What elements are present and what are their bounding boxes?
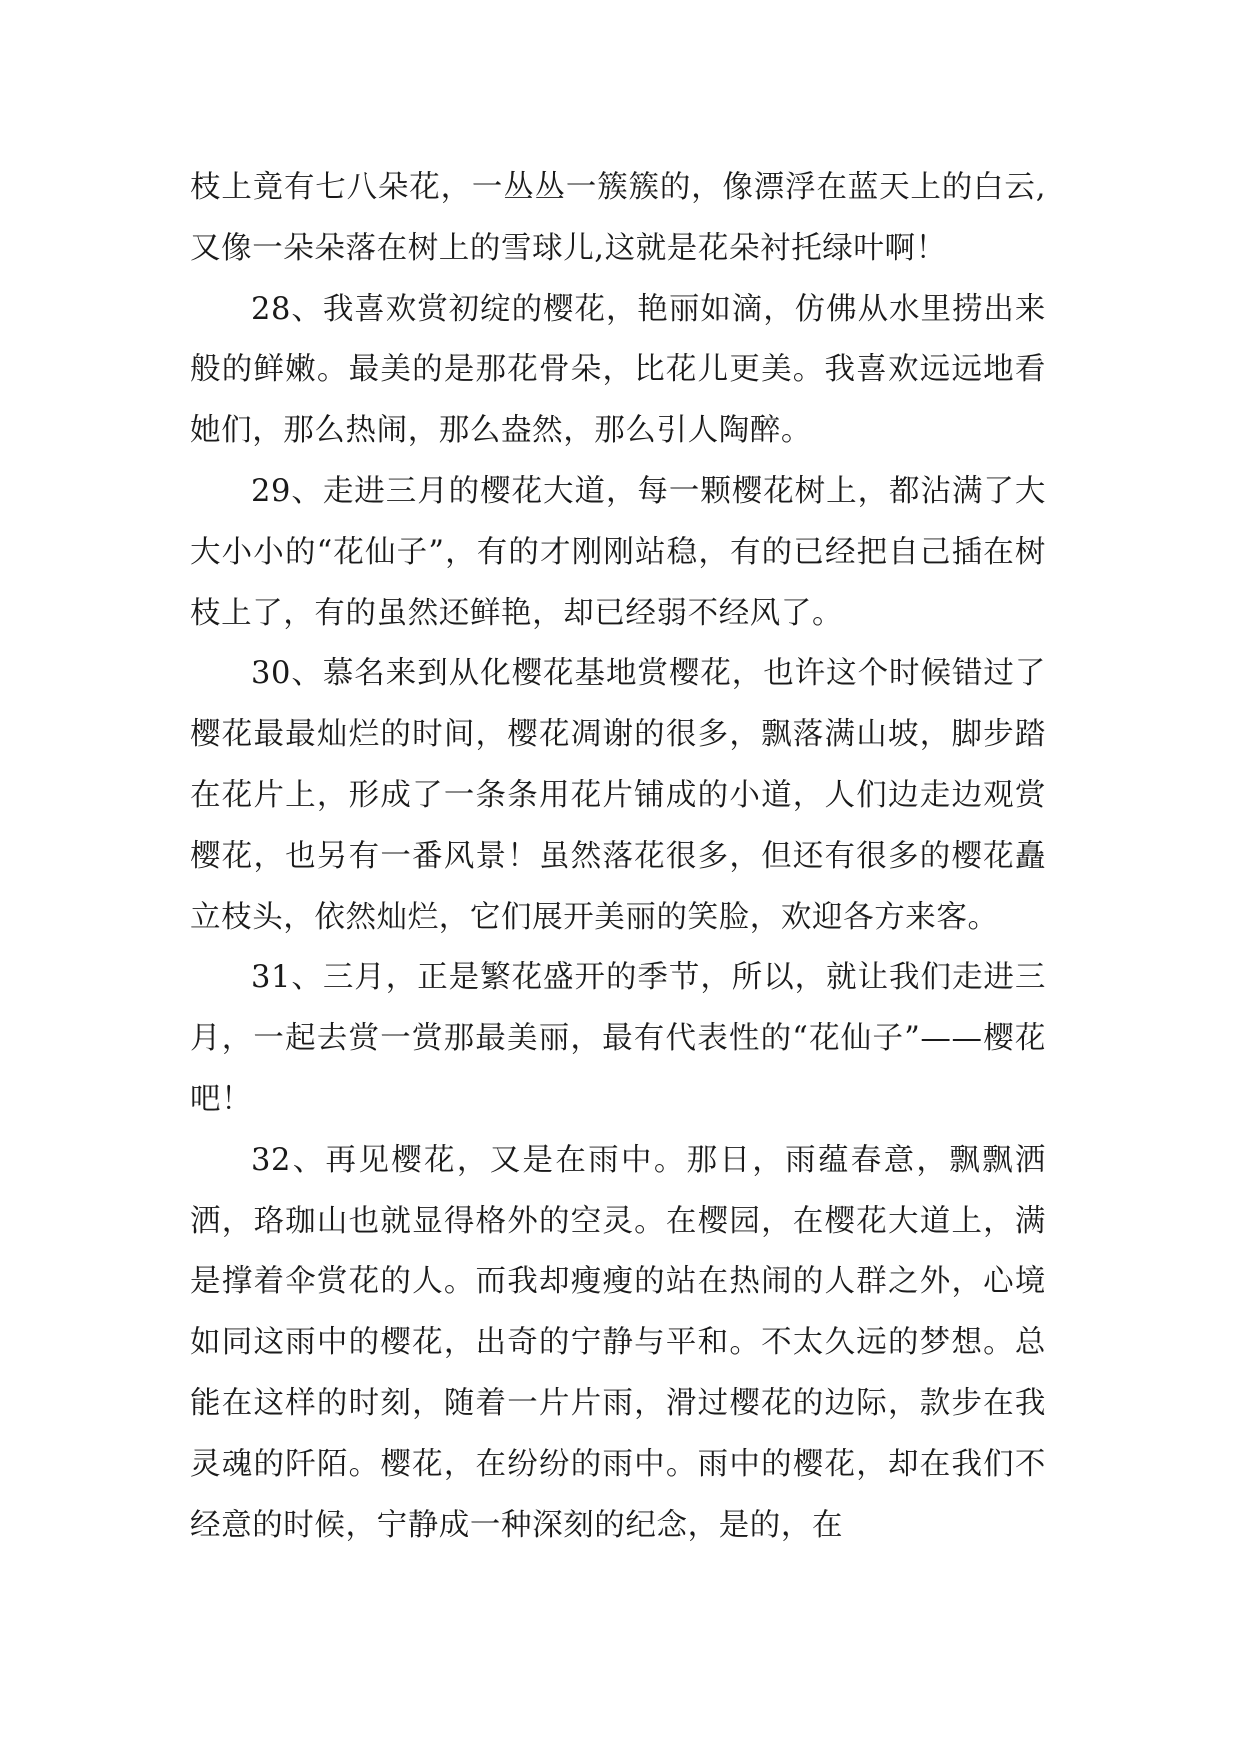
paragraph-32: 32、再见樱花，又是在雨中。那日，雨蕴春意，飘飘洒洒，珞珈山也就显得格外的空灵。在樱园，在樱花大道上，满是撑着伞赏花的人。而我却瘦瘦的站在热闹的人群之外，心境如同这雨中的樱花，出奇的宁静与平和。不太久远的梦想。总能在这样的时刻，随着一片片雨，滑过樱花的边际，款步在我灵魂的阡陌。樱花，在纷纷的雨中。雨中的樱花，却在我们不经意的时候，宁静成一种深刻的纪念，是的，在: [190, 1142, 1046, 1543]
paragraph-30: 30、慕名来到从化樱花基地赏樱花，也许这个时候错过了樱花最最灿烂的时间，樱花凋谢的很多，飘落满山坡，脚步踏在花片上，形成了一条条用花片铺成的小道，人们边走边观赏樱花，也另有一番风景！虽然落花很多，但还有很多的樱花矗立枝头，依然灿烂，它们展开美丽的笑脸，欢迎各方来客。: [190, 656, 1046, 935]
paragraph-31: 31、三月，正是繁花盛开的季节，所以，就让我们走进三月，一起去赏一赏那最美丽，最有代表性的“花仙子”——樱花吧！: [190, 960, 1046, 1117]
paragraph-29: 29、走进三月的樱花大道，每一颗樱花树上，都沾满了大大小小的“花仙子”，有的才刚刚站稳，有的已经把自己插在树枝上了，有的虽然还鲜艳，却已经弱不经风了。: [190, 473, 1046, 631]
document-body: [190, 158, 1046, 1556]
paragraph-28: 28、我喜欢赏初绽的樱花，艳丽如滴，仿佛从水里捞出来般的鲜嫩。最美的是那花骨朵，比花儿更美。我喜欢远远地看她们，那么热闹，那么盎然，那么引人陶醉。: [190, 291, 1046, 449]
paragraph-continuation: 枝上竟有七八朵花，一丛丛一簇簇的，像漂浮在蓝天上的白云,又像一朵朵落在树上的雪球儿,这就是花朵衬托绿叶啊！: [190, 170, 1046, 266]
